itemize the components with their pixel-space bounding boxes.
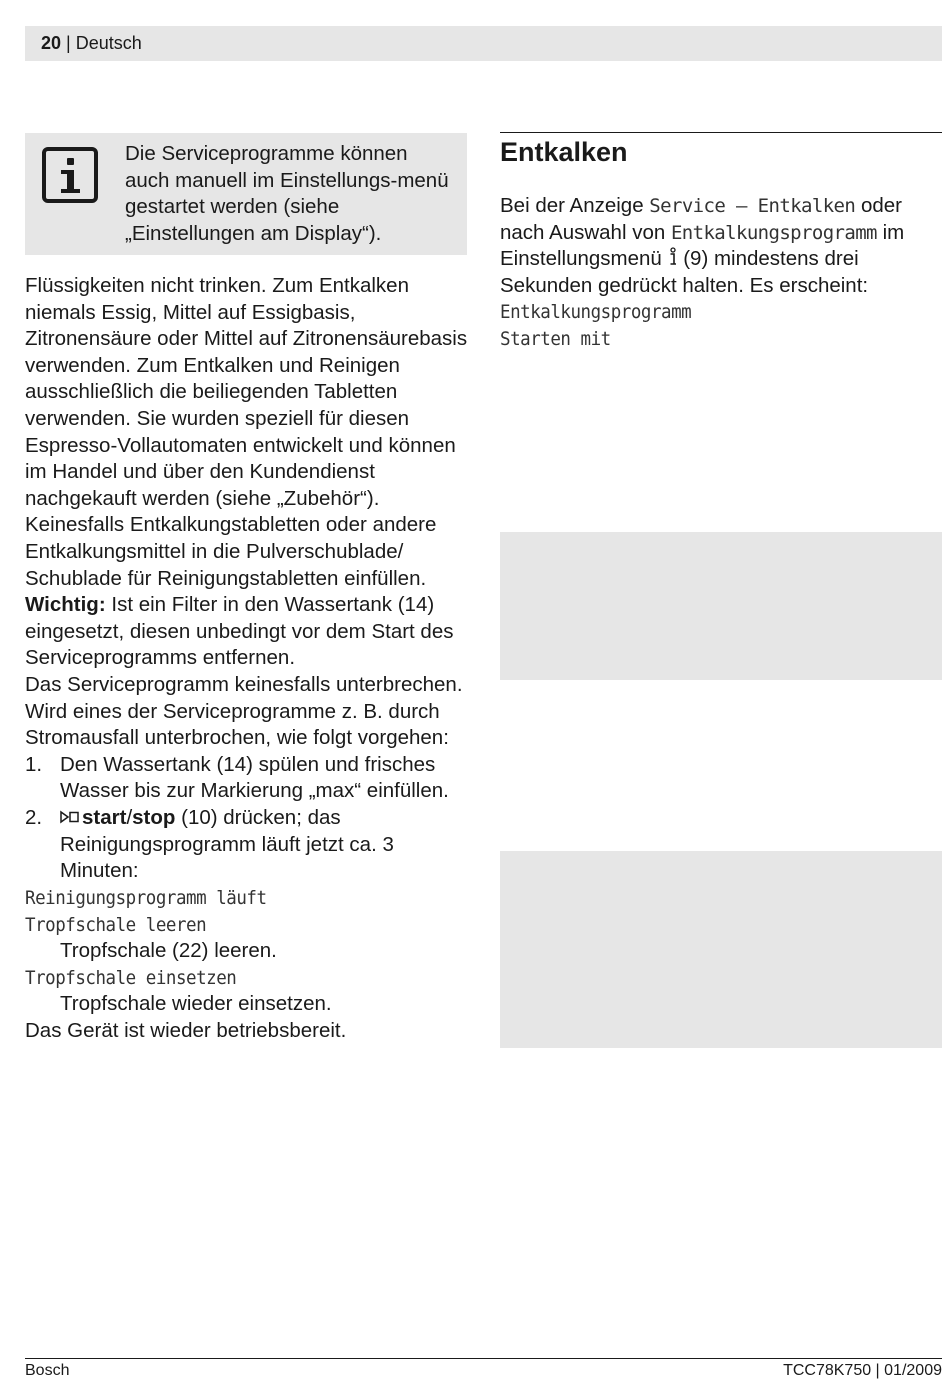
footer-brand: Bosch <box>25 1362 70 1379</box>
page-header <box>25 26 942 61</box>
step-number: 1. <box>25 752 43 776</box>
footer-model-date: TCC78K750 | 01/2009 <box>783 1362 942 1379</box>
info-note-text: Die Serviceprogramme können auch manuell im Einstellungs-menü gestartet werden (siehe „Einstellungen am Display“). <box>125 142 449 246</box>
step-number: 2. <box>25 805 43 829</box>
page-number: 20 <box>41 33 62 53</box>
display-text-line1: Entkalkungsprogramm <box>500 301 692 324</box>
tablet-paragraph: Keinesfalls Entkalkungstabletten oder andere Entkalkungsmittel in die Pulverschublade/ Schublade für Reinigungstabletten einfüllen. <box>25 513 437 590</box>
info-icon <box>42 147 98 203</box>
final-sentence: Das Gerät ist wieder betriebsbereit. <box>25 1018 347 1042</box>
display-text-empty-tray: Tropfschale leeren <box>25 913 207 936</box>
start-stop-slash: / <box>126 805 133 829</box>
action-empty-tray: Tropfschale (22) leeren. <box>60 939 277 963</box>
warning-paragraph: Flüssigkeiten nicht trinken. Zum Entkalken niemals Essig, Mittel auf Essigbasis, Zitronensäure oder Mittel auf Zitronensäurebasis verwenden. Zum Entkalken und Reinigen ausschließlich die beiliegenden Tabletten verwenden. Sie wurden speziell für diesen Espresso-Vollautomaten entwickelt und können im Handel und über den Kundendienst nachgekauft werden (siehe „Zubehör“). <box>25 274 468 510</box>
footer-rule <box>25 1358 942 1359</box>
header-separator: | <box>66 33 71 53</box>
section-title: Entkalken <box>500 137 628 167</box>
start-stop-icon <box>60 805 82 832</box>
image-placeholder-panel <box>500 532 942 680</box>
display-text-service-descale: Service – Entkalken <box>649 195 856 217</box>
stop-label: stop <box>132 805 176 829</box>
interrupt-paragraph: Das Serviceprogramm keinesfalls unterbrechen. Wird eines der Serviceprogramme z. B. durch Stromausfall unterbrochen, wie folgt vorgehen: <box>25 672 463 750</box>
step-text: (10) drücken; das Reinigungsprogramm läuft jetzt ca. 3 Minuten: <box>60 805 394 883</box>
display-text-cleaning: Reinigungsprogramm läuft <box>25 886 267 909</box>
text-run: oder nach Auswahl von <box>500 194 902 244</box>
list-item <box>25 805 470 885</box>
text-run: Bei der Anzeige <box>500 194 650 217</box>
text-run: im Einstellungsmenü <box>500 220 905 271</box>
section-rule <box>500 132 942 133</box>
image-placeholder-panel <box>500 851 942 1048</box>
info-note-box <box>25 133 467 255</box>
right-column <box>500 193 942 353</box>
display-text-descaling-program: Entkalkungsprogramm <box>670 221 877 244</box>
info-button-icon <box>668 247 678 267</box>
header-language: Deutsch <box>75 33 142 53</box>
display-text-insert-tray: Tropfschale einsetzen <box>25 966 237 989</box>
descaling-paragraph <box>500 193 942 299</box>
action-insert-tray: Tropfschale wieder einsetzen. <box>60 992 332 1016</box>
list-item <box>25 752 470 805</box>
text-run: (9) mindestens drei Sekunden gedrückt halten. Es erscheint: <box>500 247 869 297</box>
start-label: start <box>82 805 127 829</box>
step-text: Den Wassertank (14) spülen und frisches Wasser bis zur Markierung „max“ einfüllen. <box>60 752 449 803</box>
display-text-line2: Starten mit <box>500 327 611 350</box>
important-paragraph <box>25 592 470 672</box>
important-label: Wichtig: <box>25 593 106 617</box>
left-column <box>25 273 470 1045</box>
important-text: Ist ein Filter in den Wassertank (14) eingesetzt, diesen unbedingt vor dem Start des Serviceprogramms entfernen. <box>25 593 454 670</box>
